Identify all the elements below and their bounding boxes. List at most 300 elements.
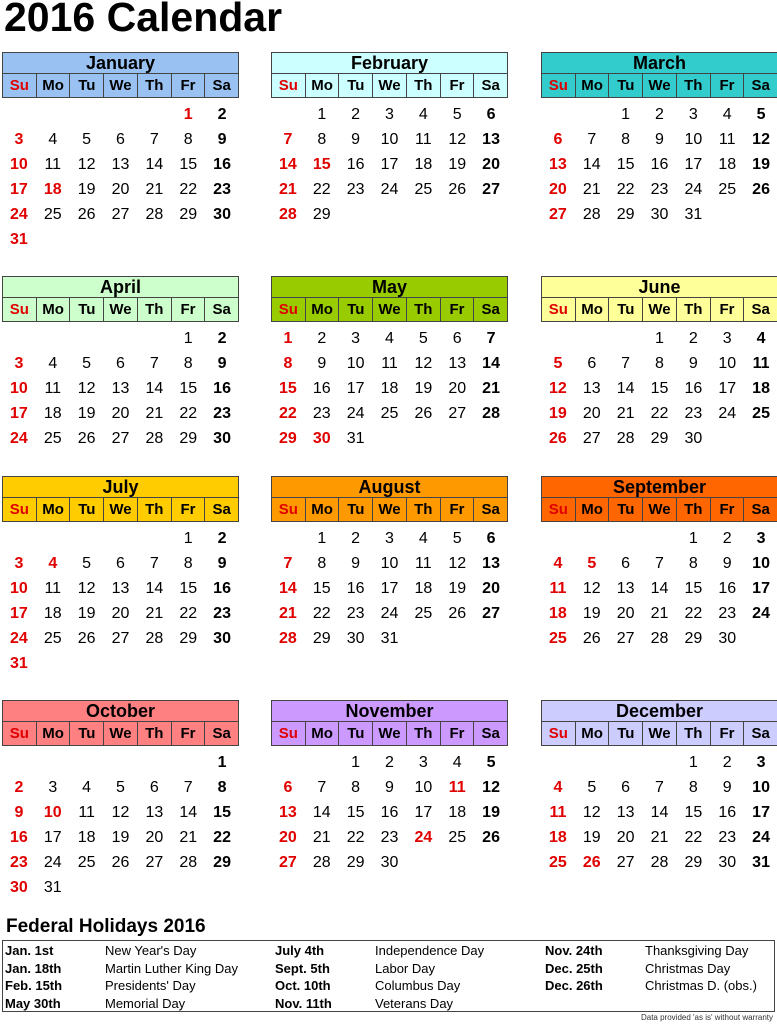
day-cell: 21 (616, 405, 635, 422)
day-cell: 21 (279, 605, 297, 622)
day-cell: 23 (213, 605, 231, 622)
day-cell: 19 (582, 829, 601, 846)
empty-cell (36, 526, 70, 551)
day-cell: 4 (553, 555, 563, 572)
day-cell: 28 (616, 430, 635, 447)
day-cell: 20 (448, 380, 467, 397)
day-cell: 13 (448, 355, 467, 372)
weekday-label: Sa (743, 722, 777, 745)
day-cell: 19 (111, 829, 130, 846)
holiday-date: Dec. 25th (545, 960, 603, 976)
weekday-label: Sa (743, 298, 777, 321)
day-cell: 30 (718, 630, 737, 647)
weekday-label: Fr (710, 298, 744, 321)
weekday-label: We (642, 74, 676, 97)
day-cell: 26 (77, 630, 96, 647)
day-cell: 20 (145, 829, 164, 846)
day-cell: 22 (179, 181, 198, 198)
day-cell: 9 (655, 131, 664, 148)
day-cell: 29 (179, 206, 198, 223)
day-cell: 16 (718, 580, 737, 597)
day-cell: 4 (82, 779, 92, 796)
day-cell: 30 (718, 854, 737, 871)
holiday-name: Presidents' Day (105, 978, 196, 993)
day-cell: 27 (582, 430, 601, 447)
day-cell: 1 (183, 530, 193, 547)
empty-cell (70, 750, 104, 775)
day-cell: 18 (43, 405, 62, 422)
day-cell: 17 (684, 156, 703, 173)
day-cell: 25 (549, 630, 567, 647)
day-cell: 14 (650, 580, 669, 597)
day-cell: 29 (279, 430, 297, 447)
month-june (541, 276, 777, 451)
weekday-header (541, 722, 777, 746)
day-cell: 24 (752, 829, 770, 846)
day-cell: 18 (414, 580, 433, 597)
day-cell: 10 (10, 580, 28, 597)
day-cell: 12 (752, 131, 770, 148)
day-cell: 8 (183, 355, 193, 372)
day-cell: 9 (317, 355, 327, 372)
weekday-label: Fr (440, 298, 474, 321)
day-cell: 7 (283, 555, 293, 572)
day-cell: 3 (14, 355, 24, 372)
day-cell: 19 (77, 405, 96, 422)
weekday-label: Sa (743, 498, 777, 521)
weekday-label: Tu (338, 722, 372, 745)
day-cell: 20 (616, 605, 635, 622)
day-cell: 11 (549, 804, 567, 821)
day-cell: 31 (43, 879, 62, 896)
day-cell: 1 (317, 106, 327, 123)
day-cell: 9 (385, 779, 394, 796)
weekday-label: Fr (710, 498, 744, 521)
day-cell: 24 (684, 181, 703, 198)
weekday-header (271, 498, 508, 522)
day-cell: 2 (217, 530, 227, 547)
disclaimer: Data provided 'as is' without warranty (640, 1013, 773, 1022)
day-cell: 9 (351, 555, 361, 572)
day-cell: 3 (14, 555, 24, 572)
day-cell: 15 (213, 804, 231, 821)
weekday-label: Mo (36, 74, 70, 97)
empty-cell (575, 102, 609, 127)
day-cell: 25 (414, 181, 433, 198)
day-cell: 15 (346, 804, 365, 821)
empty-cell (104, 750, 138, 775)
day-cell: 29 (312, 630, 331, 647)
day-cell: 8 (688, 555, 698, 572)
day-cell: 14 (279, 580, 297, 597)
empty-cell (36, 326, 70, 351)
day-cell: 12 (549, 380, 567, 397)
day-cell: 13 (279, 804, 297, 821)
day-cell: 14 (616, 380, 635, 397)
weekday-label: Sa (204, 74, 238, 97)
weekday-header (271, 722, 508, 746)
day-cell: 19 (752, 156, 770, 173)
day-grid (271, 526, 508, 651)
day-cell: 5 (486, 754, 496, 771)
day-cell: 16 (650, 156, 669, 173)
holiday-date: Sept. 5th (275, 960, 330, 976)
day-cell: 7 (317, 779, 327, 796)
weekday-label: We (103, 498, 137, 521)
day-cell: 12 (448, 131, 467, 148)
month-name: June (541, 276, 777, 298)
day-cell: 24 (346, 405, 365, 422)
weekday-label: Mo (305, 74, 339, 97)
day-cell: 31 (380, 630, 399, 647)
day-cell: 2 (351, 106, 361, 123)
day-cell: 4 (418, 106, 428, 123)
day-cell: 30 (213, 430, 231, 447)
day-cell: 28 (145, 630, 164, 647)
weekday-label: Mo (36, 298, 70, 321)
empty-cell (575, 750, 609, 775)
day-cell: 22 (684, 605, 703, 622)
weekday-label: We (642, 298, 676, 321)
day-cell: 18 (77, 829, 96, 846)
weekday-header (2, 74, 239, 98)
day-cell: 28 (582, 206, 601, 223)
day-cell: 2 (217, 330, 227, 347)
day-cell: 9 (217, 131, 227, 148)
weekday-label: Mo (305, 298, 339, 321)
holiday-day-cell: 10 (43, 804, 62, 821)
day-cell: 21 (145, 405, 164, 422)
holiday-day-cell: 4 (48, 555, 58, 572)
day-cell: 6 (116, 555, 125, 572)
day-cell: 25 (77, 854, 96, 871)
day-cell: 25 (43, 430, 62, 447)
day-cell: 6 (486, 106, 496, 123)
day-cell: 19 (582, 605, 601, 622)
day-cell: 9 (722, 555, 732, 572)
day-cell: 5 (82, 555, 92, 572)
weekday-label: Fr (710, 74, 744, 97)
day-cell: 15 (684, 580, 703, 597)
weekday-label: Tu (69, 74, 103, 97)
holiday-name: Christmas D. (obs.) (645, 978, 757, 993)
empty-cell (171, 750, 205, 775)
day-grid (541, 526, 777, 651)
day-cell: 3 (756, 754, 766, 771)
day-cell: 17 (10, 181, 28, 198)
day-cell: 21 (179, 829, 198, 846)
day-cell: 18 (549, 829, 567, 846)
day-cell: 13 (111, 156, 130, 173)
day-cell: 16 (213, 380, 231, 397)
day-cell: 2 (317, 330, 327, 347)
holiday-date: Dec. 26th (545, 978, 603, 993)
weekday-label: We (372, 298, 406, 321)
day-cell: 19 (448, 580, 467, 597)
holiday-name: Labor Day (375, 960, 435, 976)
weekday-label: Tu (69, 498, 103, 521)
day-cell: 2 (217, 106, 227, 123)
day-cell: 18 (43, 605, 62, 622)
day-cell: 23 (312, 405, 331, 422)
day-cell: 5 (452, 106, 462, 123)
day-cell: 13 (582, 380, 601, 397)
day-cell: 3 (688, 106, 698, 123)
month-september (541, 476, 777, 651)
weekday-header (2, 722, 239, 746)
weekday-label: Su (548, 77, 568, 94)
day-cell: 3 (418, 754, 428, 771)
day-cell: 14 (145, 580, 164, 597)
day-cell: 23 (684, 405, 703, 422)
day-cell: 14 (650, 804, 669, 821)
weekday-header (271, 74, 508, 98)
month-july (2, 476, 239, 676)
weekday-label: Tu (608, 722, 642, 745)
page-title: 2016 Calendar (4, 0, 283, 40)
holiday-name: Columbus Day (375, 978, 461, 993)
holiday-name: Veterans Day (375, 995, 454, 1011)
day-cell: 23 (650, 181, 669, 198)
day-cell: 28 (145, 430, 164, 447)
holiday-day-cell: 26 (582, 854, 601, 871)
day-cell: 2 (688, 330, 698, 347)
weekday-label: Sa (204, 298, 238, 321)
day-cell: 4 (48, 355, 58, 372)
weekday-label: Th (406, 498, 440, 521)
day-cell: 2 (655, 106, 664, 123)
empty-cell (541, 326, 575, 351)
empty-cell (2, 326, 36, 351)
day-cell: 9 (688, 355, 698, 372)
weekday-label: Fr (710, 722, 744, 745)
day-cell: 16 (312, 380, 331, 397)
weekday-label: Fr (440, 74, 474, 97)
day-cell: 13 (482, 131, 500, 148)
weekday-label: Mo (36, 722, 70, 745)
month-january (2, 52, 239, 252)
weekday-label: Tu (608, 498, 642, 521)
day-cell: 11 (44, 156, 62, 173)
month-name: September (541, 476, 777, 498)
weekday-label: We (372, 722, 406, 745)
day-cell: 6 (553, 131, 563, 148)
day-cell: 16 (213, 580, 231, 597)
day-cell: 8 (183, 131, 193, 148)
empty-cell (541, 750, 575, 775)
weekday-label: Tu (69, 298, 103, 321)
month-name: April (2, 276, 239, 298)
empty-cell (137, 102, 171, 127)
weekday-label: We (103, 298, 137, 321)
day-cell: 12 (482, 779, 500, 796)
weekday-label: Tu (608, 74, 642, 97)
month-name: March (541, 52, 777, 74)
day-cell: 1 (217, 754, 227, 771)
day-cell: 9 (722, 779, 732, 796)
day-cell: 16 (684, 380, 703, 397)
weekday-label: Th (676, 722, 710, 745)
day-cell: 26 (77, 206, 96, 223)
day-cell: 29 (650, 430, 669, 447)
day-cell: 11 (44, 580, 62, 597)
day-cell: 8 (317, 555, 327, 572)
day-cell: 8 (183, 555, 193, 572)
day-cell: 17 (380, 580, 399, 597)
day-cell: 25 (752, 405, 770, 422)
day-cell: 3 (48, 779, 58, 796)
weekday-label: Fr (171, 722, 205, 745)
day-cell: 5 (82, 355, 92, 372)
day-cell: 3 (385, 106, 394, 123)
day-cell: 17 (10, 605, 28, 622)
month-april (2, 276, 239, 451)
day-cell: 4 (553, 779, 563, 796)
weekday-label: Tu (338, 298, 372, 321)
day-grid (271, 326, 508, 451)
day-cell: 18 (380, 380, 399, 397)
weekday-label: Th (137, 74, 171, 97)
holiday-date: Feb. 15th (5, 978, 63, 993)
holiday-day-cell: 30 (312, 430, 331, 447)
weekday-label: We (103, 722, 137, 745)
empty-cell (643, 526, 677, 551)
weekday-label: Su (9, 725, 29, 742)
day-cell: 7 (587, 131, 597, 148)
day-cell: 8 (351, 779, 361, 796)
day-cell: 16 (10, 829, 28, 846)
empty-cell (643, 750, 677, 775)
day-cell: 8 (283, 355, 293, 372)
weekday-label: Sa (473, 74, 507, 97)
day-cell: 26 (448, 181, 467, 198)
day-cell: 25 (414, 605, 433, 622)
weekday-header (2, 298, 239, 322)
day-cell: 16 (718, 804, 737, 821)
day-cell: 12 (77, 156, 96, 173)
day-cell: 27 (616, 630, 635, 647)
day-grid (541, 750, 777, 875)
day-cell: 6 (116, 355, 125, 372)
day-cell: 22 (650, 405, 669, 422)
day-cell: 28 (179, 854, 198, 871)
day-cell: 26 (111, 854, 130, 871)
day-cell: 23 (380, 829, 399, 846)
day-cell: 14 (482, 355, 500, 372)
day-cell: 28 (650, 630, 669, 647)
day-cell: 20 (111, 405, 130, 422)
month-name: January (2, 52, 239, 74)
month-name: October (2, 700, 239, 722)
day-cell: 4 (385, 330, 394, 347)
empty-cell (70, 102, 104, 127)
empty-cell (36, 102, 70, 127)
empty-cell (575, 526, 609, 551)
weekday-label: Su (9, 301, 29, 318)
day-cell: 22 (684, 829, 703, 846)
empty-cell (2, 526, 36, 551)
day-cell: 26 (752, 181, 770, 198)
day-cell: 18 (448, 804, 467, 821)
weekday-label: Mo (575, 74, 609, 97)
day-cell: 15 (650, 380, 669, 397)
holiday-day-cell: 11 (448, 779, 466, 796)
weekday-label: Th (676, 498, 710, 521)
holiday-date: Jan. 18th (5, 960, 62, 976)
day-cell: 23 (718, 829, 737, 846)
day-cell: 8 (621, 131, 631, 148)
day-cell: 2 (351, 530, 361, 547)
day-cell: 1 (655, 330, 664, 347)
day-cell: 12 (77, 380, 96, 397)
day-cell: 26 (414, 405, 433, 422)
weekday-label: We (372, 74, 406, 97)
day-cell: 10 (346, 355, 365, 372)
weekday-label: Sa (473, 298, 507, 321)
day-cell: 26 (448, 605, 467, 622)
day-cell: 7 (183, 779, 193, 796)
weekday-label: Th (676, 298, 710, 321)
day-cell: 16 (213, 156, 231, 173)
day-cell: 15 (616, 156, 635, 173)
empty-cell (609, 526, 643, 551)
day-cell: 22 (179, 605, 198, 622)
day-cell: 19 (77, 181, 96, 198)
month-february (271, 52, 508, 227)
day-cell: 13 (111, 580, 130, 597)
day-grid (2, 750, 239, 900)
empty-cell (137, 526, 171, 551)
day-grid (271, 102, 508, 227)
day-cell: 31 (10, 231, 28, 248)
holiday-name: New Year's Day (105, 943, 197, 958)
day-cell: 18 (752, 380, 770, 397)
empty-cell (609, 326, 643, 351)
month-name: December (541, 700, 777, 722)
weekday-label: We (372, 498, 406, 521)
day-cell: 21 (312, 829, 331, 846)
day-cell: 12 (77, 580, 96, 597)
day-cell: 21 (145, 605, 164, 622)
day-cell: 21 (582, 181, 601, 198)
day-cell: 24 (380, 605, 399, 622)
day-cell: 7 (655, 555, 664, 572)
empty-cell (70, 526, 104, 551)
day-cell: 11 (718, 131, 736, 148)
day-cell: 8 (317, 131, 327, 148)
weekday-label: Fr (171, 74, 205, 97)
day-cell: 13 (616, 580, 635, 597)
day-grid (541, 326, 777, 451)
day-cell: 22 (312, 605, 331, 622)
weekday-label: Th (406, 298, 440, 321)
weekday-label: Tu (338, 74, 372, 97)
day-cell: 30 (380, 854, 399, 871)
day-cell: 22 (213, 829, 231, 846)
day-cell: 1 (183, 330, 193, 347)
weekday-label: Mo (305, 498, 339, 521)
holiday-name: Memorial Day (105, 995, 186, 1011)
day-cell: 17 (43, 829, 62, 846)
day-cell: 13 (549, 156, 567, 173)
day-cell: 27 (616, 854, 635, 871)
day-cell: 14 (145, 380, 164, 397)
day-cell: 7 (486, 330, 496, 347)
empty-cell (305, 750, 339, 775)
day-cell: 17 (380, 156, 399, 173)
day-cell: 10 (752, 779, 770, 796)
day-cell: 28 (279, 206, 297, 223)
